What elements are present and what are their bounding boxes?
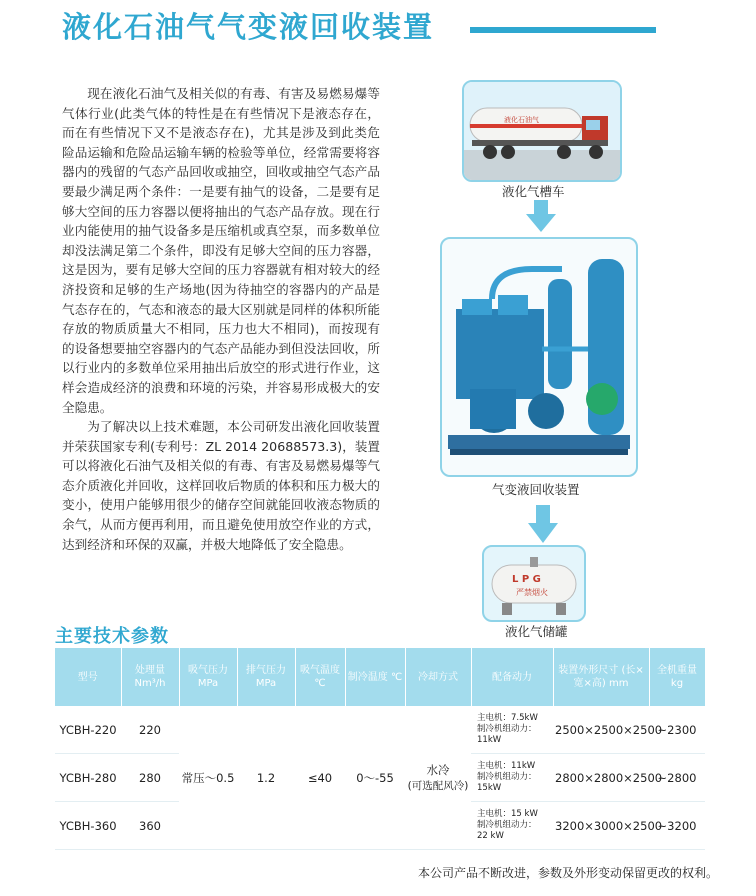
cell-size: 2800×2800×2500 [553,754,649,802]
cell-cooling-temp: 0～-55 [345,706,405,850]
arrow-down-icon [528,505,558,543]
lpg-tank-caption: 液化气储罐 [505,624,568,639]
cell-size: 2500×2500×2500 [553,706,649,754]
spec-table-header [55,648,705,706]
cell-cooling-method [405,706,471,850]
page-title: 液化石油气气变液回收装置 [62,10,435,44]
header-discharge-pressure: 排气压力 MPa [237,648,295,706]
header-suction-pressure: 吸气压力 MPa [179,648,237,706]
arrow-down-icon [526,200,556,232]
cell-power: 主电机：15 kW 制冷机组动力： 22 kW [471,802,553,850]
cell-model: YCBH-220 [55,706,121,754]
tanker-truck-illustration [464,82,620,180]
cell-suction-temp: ≤40 [295,706,345,850]
cooling-method-note: (可选配风冷) [407,780,469,792]
header-size: 装置外形尺寸 (长×宽×高) mm [553,648,649,706]
paragraph-2: 为了解决以上技术难题，本公司研发出液化回收装置并荣获国家专利(专利号：ZL 2014 20688573.3)，装置可以将液化石油气及相关似的有毒、有害及易燃易爆等气态介质液化并回收，这样回收后物质的体积和压力极大的变小，使用户能够用很少的储存空间就能回收液态物质的余气，从而方便再利用，而且避免使用放空作业的方式，达到经济和环保的双赢，并极大地降低了安全隐患。 [62,419,380,552]
tank-lpg-label: L P G [512,574,541,585]
cell-weight: ~2300 [649,706,705,754]
cell-discharge-pressure: 1.2 [237,706,295,850]
params-title: 主要技术参数 [55,626,169,647]
cell-power: 主电机：7.5kW 制冷机组动力： 11kW [471,706,553,754]
header-cooling-temp: 制冷温度 ℃ [345,648,405,706]
cell-capacity: 360 [121,802,179,850]
footer-note: 本公司产品不断改进，参数及外形变动保留更改的权利。 [417,866,718,880]
header-model: 型号 [55,648,121,706]
description-text [62,84,380,554]
header-capacity: 处理量 Nm³/h [121,648,179,706]
cell-model: YCBH-280 [55,754,121,802]
header-suction-temp: 吸气温度 ℃ [295,648,345,706]
cell-model: YCBH-360 [55,802,121,850]
paragraph-1: 现在液化石油气及相关似的有毒、有害及易燃易爆等气体行业(此类气体的特性是在有些情况下是液态存在，而在有些情况下又不是液态存在)，尤其是涉及到此类危险品运输和危险品运输车辆的检验等单位，经常需要将容器内的残留的气态产品回收或抽空，回收或抽空气态产品要最少满足两个条件：一是要有抽气的设备，二是要有足够大空间的压力容器以便将抽出的气态产品存放。现在行业内能使用的抽气设备多是压缩机或真空泵，而多数单位却没法满足第二个条件，即没有足够大空间的压力容器，这是因为，要有足够大空间的压力容器就有相对较大的经济投资和足够的生产场地(因为待抽空的容器内的产品是气态存在的，气态和液态的最大区别就是同样的体积所能存放的物质质量大不相同，压力也大不相同)，而按现有的设备想要抽空容器内的气态产品能办到但没法回收，所以行业内的多数单位采用抽出后放空的形式进行作业，这样会造成经济的浪费和环境的污染，并容易形成极大的安全隐患。 [62,86,380,415]
recovery-unit-caption: 气变液回收装置 [492,482,580,497]
cell-suction-pressure: 常压～0.5 [179,706,237,850]
recovery-unit-illustration [442,239,636,475]
spec-table [55,648,706,850]
title-underline-bar [470,27,656,33]
lpg-tank-illustration [484,547,584,620]
cell-capacity: 220 [121,706,179,754]
tanker-side-text: 液化石油气 [504,116,539,124]
tank-warning-label: 严禁烟火 [516,588,548,597]
header-power: 配备动力 [471,648,553,706]
tanker-truck-image [462,80,622,182]
recovery-unit-image [440,237,638,477]
table-row [55,706,705,754]
cell-weight: ~3200 [649,802,705,850]
header-cooling-method: 冷却方式 [405,648,471,706]
cell-weight: ~2800 [649,754,705,802]
cell-capacity: 280 [121,754,179,802]
header-weight: 全机重量 kg [649,648,705,706]
lpg-tank-image [482,545,586,622]
cell-size: 3200×3000×2500 [553,802,649,850]
cell-power: 主电机：11kW 制冷机组动力： 15kW [471,754,553,802]
cooling-method-text: 水冷 [426,763,450,777]
tanker-caption: 液化气槽车 [502,184,565,199]
